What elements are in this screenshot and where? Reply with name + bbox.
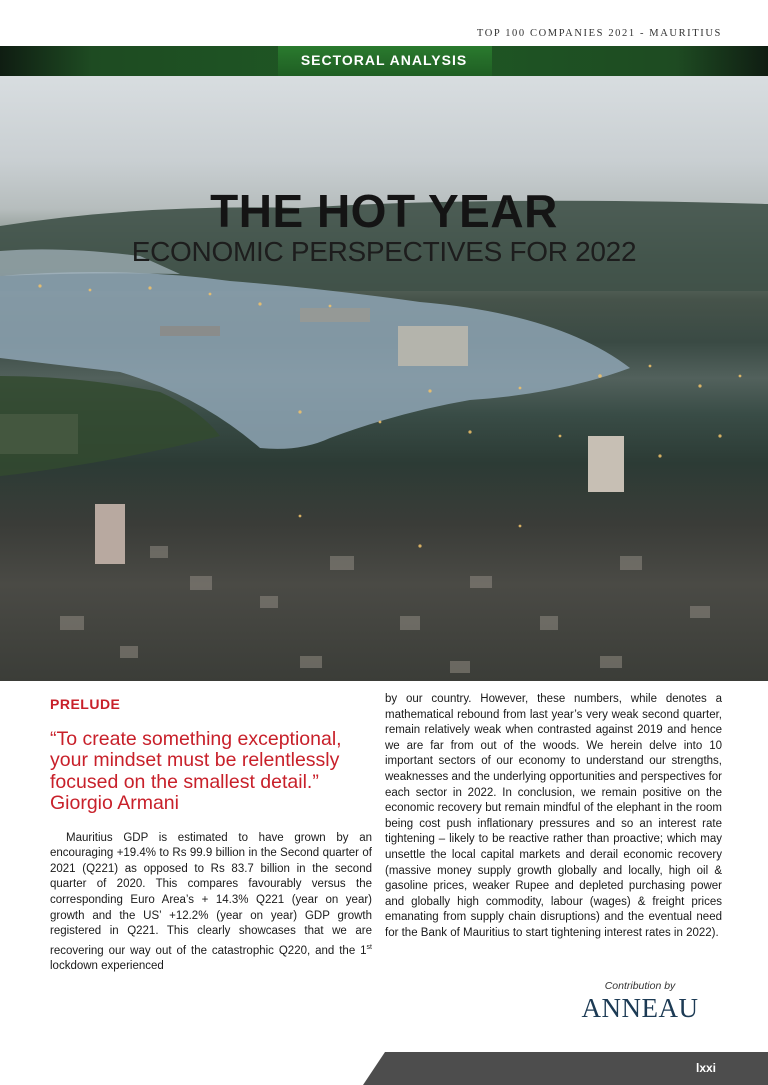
ordinal-suffix: st: [366, 943, 372, 951]
section-label: SECTORAL ANALYSIS: [300, 52, 468, 68]
article-column-left: [50, 692, 372, 975]
anneau-logo: ANNEAU: [581, 993, 699, 1023]
article-title: THE HOT YEAR: [210, 185, 558, 237]
body-paragraph-1: [50, 831, 372, 975]
hero-aerial-photo: [0, 76, 768, 681]
aerial-city-illustration: [0, 76, 768, 681]
pull-quote: “To create something exceptional, your mindset must be relentlessly focused on the smallest detail.”: [50, 727, 342, 793]
page-number: lxxi: [695, 1061, 716, 1075]
prelude-heading: PRELUDE: [50, 696, 121, 712]
contribution-credit: [572, 980, 708, 1024]
section-bar: [0, 46, 768, 76]
publication-title: TOP 100 COMPANIES 2021 - MAURITIUS: [476, 28, 722, 39]
body-paragraph-2: by our country. However, these numbers, while denotes a mathematical rebound from last year’s very weak second quarter, remain relatively weak when contrasted against 2019 and hence we are far from out of the woods. We herein delve into 10 important sectors of our economy to understand our strengths, weaknesses and the underlying opportunities and perspectives for each sector in 2022. In conclusion, we remain positive on the economic recovery but remain mindful of the elephant in the room being cost push inflationary pressures and so an interest rate tightening – likely to be reactive rather than proactive; which may unsettle the local capital markets and derail economic recovery (massive money supply growth globally and locally, high oil & gasoline prices, weaker Rupee and depleted purchasing power and globally high commodity, labour (wages) & freight prices emanating from supply chain disruptions) and the eventual need for the Bank of Mauritius to start tightening interest rates in 2022).: [385, 693, 722, 939]
article-subtitle: ECONOMIC PERSPECTIVES FOR 2022: [131, 236, 637, 267]
quote-author: Giorgio Armani: [50, 792, 179, 815]
article-column-right: [385, 692, 722, 942]
contribution-by-label: Contribution by: [604, 980, 676, 992]
body-paragraph-1-text: Mauritius GDP is estimated to have grown by an encouraging +19.4% to Rs 99.9 billion in the Second quarter of 2021 (Q221) as opposed to Rs 83.7 billion in the second quarter of 2020. This compares favourably versus the corresponding Euro Area’s + 14.3% Q221 (year on year) growth and the US’ +12.2% (year on year) GDP growth registered in Q221. This clearly showcases that we are recovering our way out of the catastrophic Q220, and the 1: [50, 831, 372, 957]
body-paragraph-1-end: lockdown experienced: [50, 960, 164, 973]
publication-header: [0, 0, 768, 46]
